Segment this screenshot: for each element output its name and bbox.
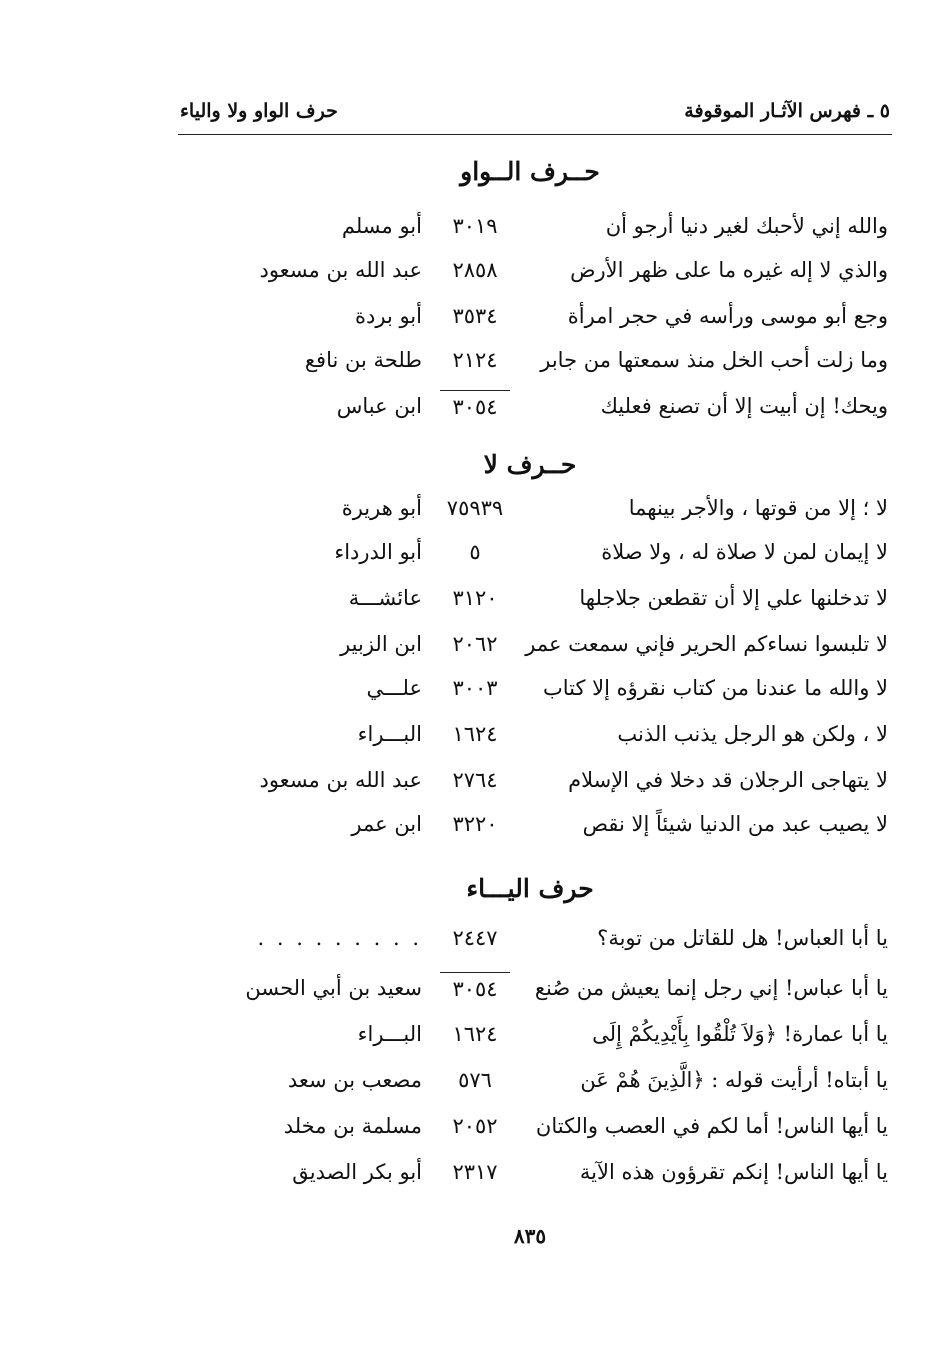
section-title-ya: حرف اليـــاء xyxy=(466,874,594,903)
athar-number: ٣٠١٩ xyxy=(452,214,498,238)
athar-number: ٣٥٣٤ xyxy=(452,304,498,328)
athar-narrator: سعيد بن أبي الحسن xyxy=(245,976,422,1000)
index-row xyxy=(0,676,950,716)
athar-narrator: أبو الدرداء xyxy=(334,540,422,564)
athar-number: ٣١٢٠ xyxy=(452,586,498,610)
index-row xyxy=(0,1114,950,1154)
index-row xyxy=(0,1160,950,1200)
athar-number: ٢٧٦٤ xyxy=(452,768,498,792)
athar-text: لا تلبسوا نساءكم الحرير فإني سمعت عمر xyxy=(525,632,888,656)
athar-text: والذي لا إله غيره ما على ظهر الأرض xyxy=(570,258,888,282)
athar-text: لا يتهاجى الرجلان قد دخلا في الإسلام xyxy=(568,768,888,792)
athar-number: ٢٣١٧ xyxy=(452,1160,498,1184)
index-row xyxy=(0,304,950,344)
running-header xyxy=(178,96,892,135)
athar-number: ١٦٢٤ xyxy=(452,1022,498,1046)
index-row xyxy=(0,540,950,580)
athar-text: لا إيمان لمن لا صلاة له ، ولا صلاة xyxy=(601,540,888,564)
athar-number: ٣٠٥٤ xyxy=(440,390,510,419)
athar-narrator: عائشـــة xyxy=(348,586,422,610)
athar-text: يا أبتاه! أرأيت قوله : ﴿الَّذِينَ هُمْ عَن xyxy=(580,1068,888,1092)
athar-narrator: عبد الله بن مسعود xyxy=(259,258,422,282)
athar-narrator: مسلمة بن مخلد xyxy=(283,1114,422,1138)
index-row xyxy=(0,348,950,388)
header-section-title: حرف الواو ولا والياء xyxy=(180,100,338,122)
athar-text: لا والله ما عندنا من كتاب نقرؤه إلا كتاب xyxy=(543,676,888,700)
athar-narrator: أبو بردة xyxy=(355,304,422,328)
index-row xyxy=(0,1022,950,1062)
athar-number: ٣٠٠٣ xyxy=(452,676,498,700)
athar-narrator: ابن عمر xyxy=(351,812,422,836)
athar-text: لا ؛ إلا من قوتها ، والأجر بينهما xyxy=(628,496,888,520)
athar-narrator: . . . . . . . . . xyxy=(257,926,422,950)
athar-narrator: أبو بكر الصديق xyxy=(292,1160,422,1184)
athar-number: ٢١٢٤ xyxy=(452,348,498,372)
index-row xyxy=(0,394,950,434)
athar-narrator: البـــراء xyxy=(357,722,422,746)
index-row xyxy=(0,496,950,536)
athar-text: ويحك! إن أبيت إلا أن تصنع فعليك xyxy=(600,394,888,418)
athar-text: لا يصيب عبد من الدنيا شيئاً إلا نقص xyxy=(582,812,888,836)
athar-number: ٣٠٥٤ xyxy=(440,972,510,1001)
athar-narrator: مصعب بن سعد xyxy=(287,1068,422,1092)
athar-narrator: طلحة بن نافع xyxy=(304,348,422,372)
athar-number: ٥٧٦ xyxy=(458,1068,492,1092)
index-row xyxy=(0,812,950,852)
index-row xyxy=(0,586,950,626)
athar-narrator: البـــراء xyxy=(357,1022,422,1046)
athar-number: ٢٠٥٢ xyxy=(452,1114,498,1138)
athar-number: ١٦٢٤ xyxy=(452,722,498,746)
athar-text: وما زلت أحب الخل منذ سمعتها من جابر xyxy=(540,348,888,372)
athar-number: ٢٤٤٧ xyxy=(452,926,498,950)
athar-text: يا أبا عمارة! ﴿وَلاَ تُلْقُوا بِأَيْدِيكُمْ إِلَى xyxy=(592,1022,888,1046)
index-row xyxy=(0,214,950,254)
athar-text: يا أيها الناس! أما لكم في العصب والكتان xyxy=(535,1114,888,1138)
athar-narrator: ابن الزبير xyxy=(340,632,422,656)
athar-text: يا أبا عباس! إني رجل إنما يعيش من صُنع xyxy=(534,976,888,1000)
header-chapter-title: ٥ ـ فهرس الآثـار الموقوفة xyxy=(684,100,890,122)
athar-number: ٧٥٩٣٩ xyxy=(446,496,504,520)
athar-text: لا ، ولكن هو الرجل يذنب الذنب xyxy=(617,722,888,746)
athar-number: ٢٠٦٢ xyxy=(452,632,498,656)
athar-narrator: عبد الله بن مسعود xyxy=(259,768,422,792)
index-row xyxy=(0,926,950,966)
section-title-waw: حــرف الــواو xyxy=(460,157,600,186)
index-row xyxy=(0,768,950,808)
athar-text: والله إني لأحبك لغير دنيا أرجو أن xyxy=(605,214,888,238)
athar-narrator: ابن عباس xyxy=(336,394,422,418)
athar-narrator: أبو مسلم xyxy=(341,214,422,238)
index-row xyxy=(0,1068,950,1108)
athar-narrator: أبو هريرة xyxy=(341,496,422,520)
section-title-la: حــرف لا xyxy=(483,450,577,479)
index-row xyxy=(0,258,950,298)
athar-text: يا أيها الناس! إنكم تقرؤون هذه الآية xyxy=(579,1160,888,1184)
index-row xyxy=(0,722,950,762)
index-row xyxy=(0,632,950,672)
athar-text: وجع أبو موسى ورأسه في حجر امرأة xyxy=(567,304,888,328)
athar-text: لا تدخلنها علي إلا أن تقطعن جلاجلها xyxy=(579,586,888,610)
index-row xyxy=(0,976,950,1016)
page-number: ٨٣٥ xyxy=(513,1224,547,1248)
athar-number: ٥ xyxy=(469,540,481,564)
athar-number: ٢٨٥٨ xyxy=(452,258,498,282)
athar-text: يا أبا العباس! هل للقاتل من توبة؟ xyxy=(597,926,888,950)
athar-narrator: علـــي xyxy=(366,676,422,700)
athar-number: ٣٢٢٠ xyxy=(452,812,498,836)
